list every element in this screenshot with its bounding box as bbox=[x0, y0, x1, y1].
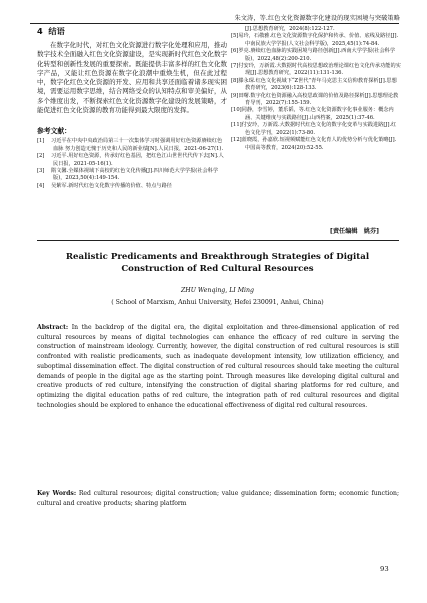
english-keywords bbox=[37, 489, 399, 508]
reference-item: [3] 隋文馨.全媒体视域下高校的红色文化传播[J].四川师范大学学报(社会科学版)，2023,50(4):149-154. bbox=[37, 168, 219, 182]
reference-item: [12]蓝晓霞，孙嘉欣.短视频赋能红色文化育人的优势分析与优化策略[J].中国高等教育，2024(20):52-55. bbox=[231, 137, 397, 151]
reference-item: [10]同静，李雪婷，董乐韬，等.红色文化资源数字化事业服务：概念内涵、关键维度与实践路径[J].山西档案，2025(1):37-46. bbox=[231, 107, 394, 121]
left-column bbox=[37, 26, 227, 190]
reference-item: [8]滕永琛.红色文化视域下“Z世代”青年马克思主义信仰教育探析[J].思想教育研究，2023(6):128-133. bbox=[231, 77, 397, 92]
responsible-editor: [责任编辑 姚芬] bbox=[330, 228, 379, 235]
keywords-label: Key Words: bbox=[37, 490, 77, 497]
reference-item: [2] 习近平.用好红色资源，传承好红色基因，把红色江山世世代代传下去[N].人民日报，2021-05-16(1). bbox=[37, 153, 224, 167]
reference-item: [4] 吴紫军.新时代红色文化数字传播的价值、特点与路径 bbox=[37, 182, 172, 189]
references-title: 参考文献： bbox=[37, 127, 71, 136]
section-title: 结语 bbox=[48, 26, 65, 36]
english-abstract bbox=[37, 323, 399, 410]
header-rule bbox=[30, 23, 399, 24]
reference-item: [6]罗亮.赓续红色血脉的实践困境与路径创新[J].西南大学学报(社会科学版)，2022,48(2):200-210. bbox=[231, 48, 396, 62]
conclusion-paragraph: 在数字化时代，对红色文化资源进行数字化处理和应用，推动数字技术全面融入红色文化资源建设，是实现新时代红色文化数字化转型和创新性发展的重要探索。既能提供丰富多样的红色文化数字产品，又能让红色资源在数字化浪潮中重焕生机，但在此过程中，数字化红色文化资源的开发、应用和共享还面临着诸多现实困境，需要运用数字思维，结合网络受众的认知特点和审美偏好，从多个维度出发，不断探索红色文化资源数字化建设的发展策略，才能促进红色文化资源的教育功能得到最大限度的发挥。 bbox=[37, 41, 227, 115]
abstract-text: In the backdrop of the digital era, the digital exploitation and three-dimensional application of red cultural resources by means of digital technologies can enhance the efficacy of red culture in serving the construction of mainstream ideology. Currently, however, the digital construction of red cultural resources is still confronted with realistic predicaments, such as inadequate development intensity, low utilization efficiency, and suboptimal dissemination effect. The digital construction of red cultural resources should take meeting the cultural demands of people in the digital age as the starting point. Through measures like developing digital cultural and creative products of red culture, intensifying the construction of digital sharing platforms for red culture, and optimizing the digital education paths of red culture, the integration path of red cultural resources and digital technologies should be explored to enhance the educational effectiveness of digital red cultural resources. bbox=[37, 324, 399, 409]
reference-item: [J].思想教育研究，2024(8):122-127. bbox=[245, 26, 335, 32]
reference-item: [1] 习近平在中央中央政治局第三十一次集体学习时强调用好红色资源赓续红色血脉 努力创造无愧于历史和人民的新业绩[N].人民日报，2021-06-27(1). bbox=[37, 138, 224, 152]
keywords-text: Red cultural resources; digital construction; value guidance; dissemination form; economic function; cultural and creative products; sharing platform bbox=[37, 490, 400, 507]
abstract-label: Abstract: bbox=[37, 324, 69, 331]
reference-item: [9]田曙.数字化红色资源融入高校思政课的价值及路径探析[J].思想理论教育导刊，2022(7):155-159. bbox=[231, 92, 399, 107]
reference-item: [7]付安玲，万新霞.大数据时代高校思想政治理论课红色文化传承功能的实现[J].思想教育研究，2022(11):131-136. bbox=[231, 63, 401, 77]
references-list-left bbox=[37, 138, 227, 190]
english-title: Realistic Predicaments and Breakthrough Strategies of Digital Construction of Red Cultural Resources bbox=[65, 252, 370, 274]
reference-item: [5]易玲，石敬雅.红色文化资源数字化保护和传承、价值、底线及路径[J].中南民族大学学报(人文社会科学版)，2025,45(1):74-84. bbox=[231, 33, 399, 47]
right-column bbox=[231, 26, 401, 152]
reference-item: [11]付安玲，万新霞.大数据时代红色文化的数字化变革与实践进路[J].红色文化学刊，2022(1):73-80. bbox=[231, 122, 397, 136]
english-authors: ZHU Wenqing, LI Ming bbox=[181, 287, 254, 294]
english-affiliation: ( School of Marxism, Anhui University, Hefei 230091, Anhui, China) bbox=[111, 299, 324, 306]
page-number: 93 bbox=[380, 565, 389, 573]
running-head: 朱文涛，等.红色文化资源数字化建设的现实困境与突破策略 bbox=[234, 15, 400, 22]
section-heading bbox=[37, 26, 227, 37]
section-number: 4 bbox=[37, 26, 43, 36]
section-divider bbox=[37, 240, 399, 241]
